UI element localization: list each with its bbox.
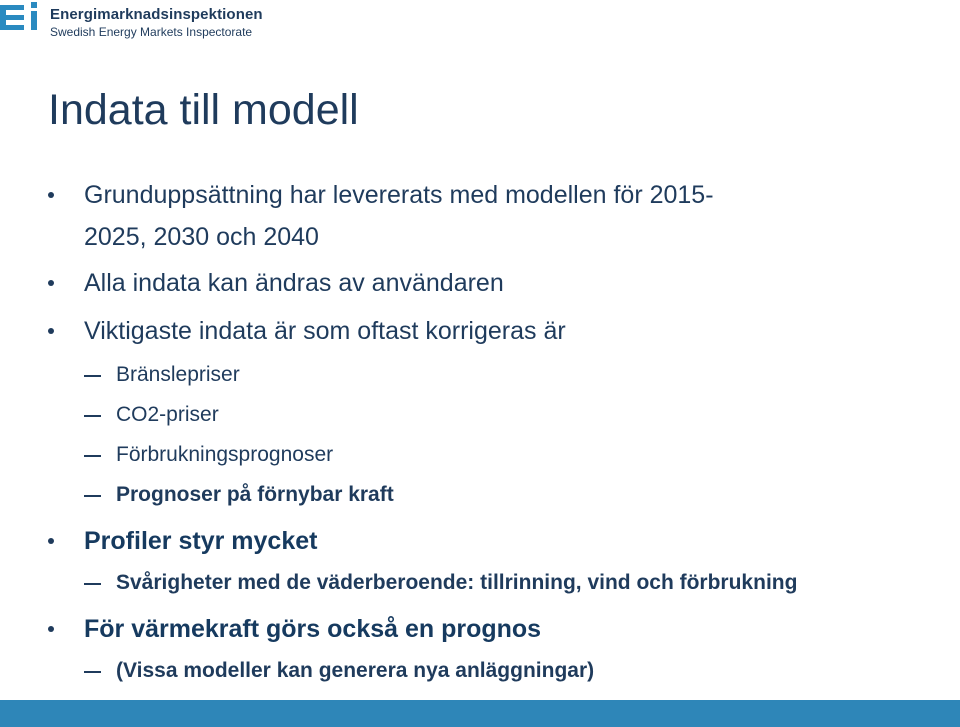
sub-bullet-item: Prognoser på förnybar kraft: [116, 483, 394, 506]
organization-name: Energimarknadsinspektionen: [50, 6, 263, 23]
bullet-item: Profiler styr mycket: [84, 527, 318, 555]
bullet-item-continuation: 2025, 2030 och 2040: [84, 223, 319, 251]
bullet-item: Grunduppsättning har levererats med modellen för 2015-: [84, 181, 714, 209]
bullet-item: Alla indata kan ändras av användaren: [84, 269, 504, 297]
sub-bullet-item: (Vissa modeller kan generera nya anläggningar): [116, 659, 595, 682]
footer-bar: [0, 700, 960, 727]
bullet-item: Viktigaste indata är som oftast korrigeras är: [84, 317, 566, 345]
bullet-item: För värmekraft görs också en prognos: [84, 615, 542, 643]
organization-subtitle: Swedish Energy Markets Inspectorate: [50, 25, 253, 39]
sub-bullet-item: Förbrukningsprognoser: [116, 443, 334, 466]
sub-bullet-item: Svårigheter med de väderberoende: tillrinning, vind och förbrukning: [116, 571, 798, 594]
sub-bullet-item: Bränslepriser: [116, 363, 240, 386]
sub-bullet-item: CO2-priser: [116, 403, 219, 426]
slide-title: Indata till modell: [48, 86, 359, 134]
